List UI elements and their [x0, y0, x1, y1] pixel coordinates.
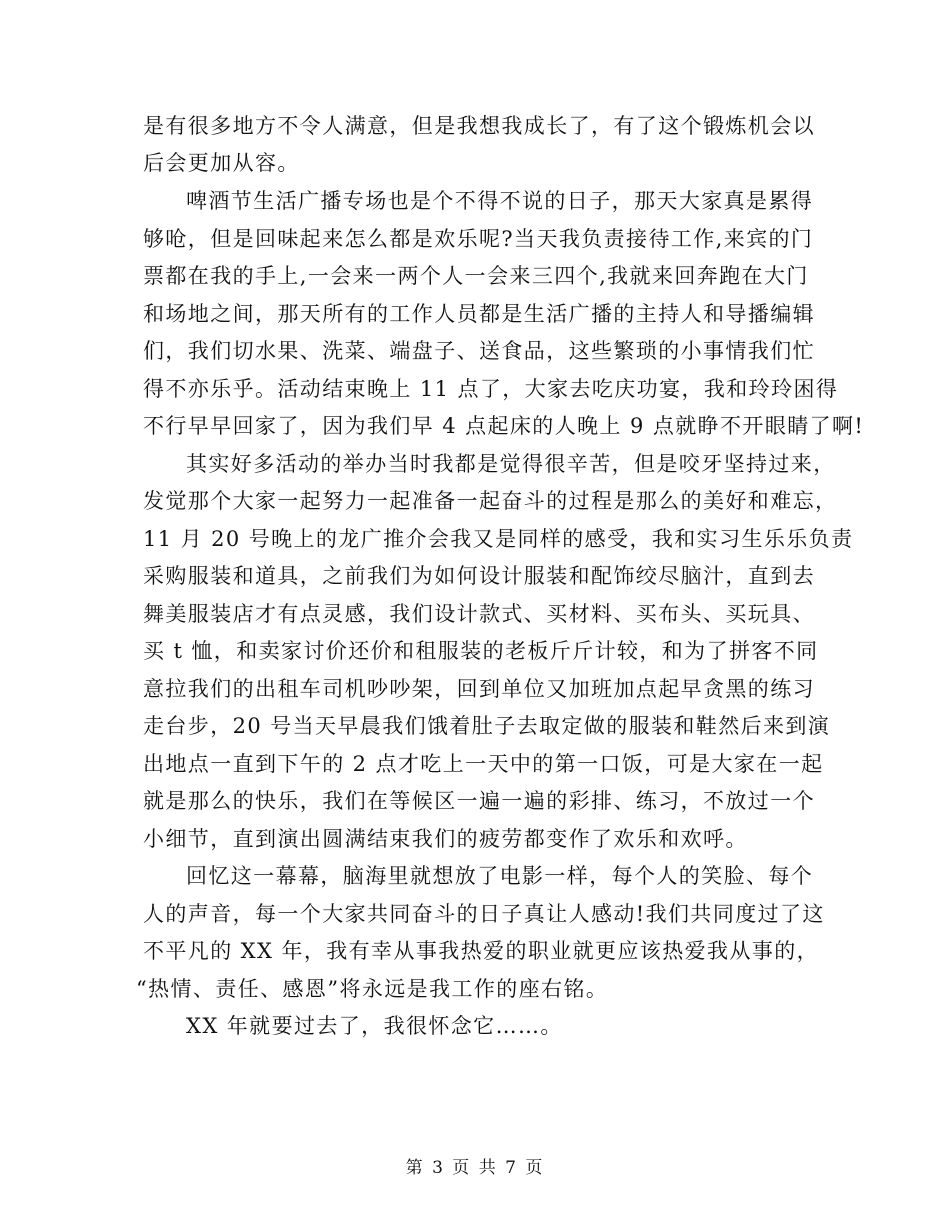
paragraph-first-line: 啤酒节生活广播专场也是个不得不说的日子，那天大家真是累得 — [186, 189, 814, 213]
text-line: 舞美服装店才有点灵感，我们设计款式、买材料、买布头、买玩具、 — [143, 602, 815, 626]
text-line: “热情、责任、感恩”将永远是我工作的座右铭。 — [136, 977, 609, 1001]
text-line: 不行早早回家了，因为我们早 4 点起床的人晚上 9 点就睁不开眼睛了啊! — [143, 414, 865, 438]
text-line: 票都在我的手上,一会来一两个人一会来三四个,我就来回奔跑在大门 — [143, 264, 809, 288]
text-line: 意拉我们的出租车司机吵吵架，回到单位又加班加点起早贪黑的练习 — [143, 677, 815, 701]
text-line: 和场地之间，那天所有的工作人员都是生活广播的主持人和导播编辑 — [143, 302, 815, 326]
text-line: 得不亦乐乎。活动结束晚上 11 点了，大家去吃庆功宴，我和玲玲困得 — [143, 377, 839, 401]
paragraph-first-line: 回忆这一幕幕，脑海里就想放了电影一样，每个人的笑脸、每个 — [186, 864, 814, 888]
text-line: 们，我们切水果、洗菜、端盘子、送食品，这些繁琐的小事情我们忙 — [143, 339, 815, 363]
text-line: 是有很多地方不令人满意，但是我想我成长了，有了这个锻炼机会以 — [143, 114, 815, 138]
text-line: 不平凡的 XX 年，我有幸从事我热爱的职业就更应该热爱我从事的， — [143, 939, 820, 963]
paragraph-first-line: 其实好多活动的举办当时我都是觉得很辛苦，但是咬牙坚持过来， — [186, 452, 836, 476]
text-line: 够呛，但是回味起来怎么都是欢乐呢?当天我负责接待工作,来宾的门 — [143, 227, 814, 251]
text-line: 出地点一直到下午的 2 点才吃上一天中的第一口饭，可是大家在一起 — [143, 752, 824, 776]
text-line: 买 t 恤，和卖家讨价还价和租服装的老板斤斤计较，和为了拼客不同 — [143, 639, 819, 663]
text-line: 发觉那个大家一起努力一起准备一起奋斗的过程是那么的美好和难忘， — [143, 489, 838, 513]
text-line: 11 月 20 号晚上的龙广推介会我又是同样的感受，我和实习生乐乐负责 — [143, 527, 854, 551]
text-line: 采购服装和道具，之前我们为如何设计服装和配饰绞尽脑汁，直到去 — [143, 564, 815, 588]
text-line: 后会更加从容。 — [143, 151, 300, 175]
text-line: 小细节，直到演出圆满结束我们的疲劳都变作了欢乐和欢呼。 — [143, 827, 748, 851]
text-line: 人的声音，每一个大家共同奋斗的日子真让人感动!我们共同度过了这 — [143, 902, 825, 926]
text-line: 就是那么的快乐，我们在等候区一遍一遍的彩排、练习，不放过一个 — [143, 789, 815, 813]
page-number-footer: 第 3 页 共 7 页 — [405, 1158, 545, 1178]
text-line: 走台步，20 号当天早晨我们饿着肚子去取定做的服装和鞋然后来到演 — [143, 714, 831, 738]
paragraph-first-line: XX 年就要过去了，我很怀念它……。 — [186, 1014, 563, 1038]
